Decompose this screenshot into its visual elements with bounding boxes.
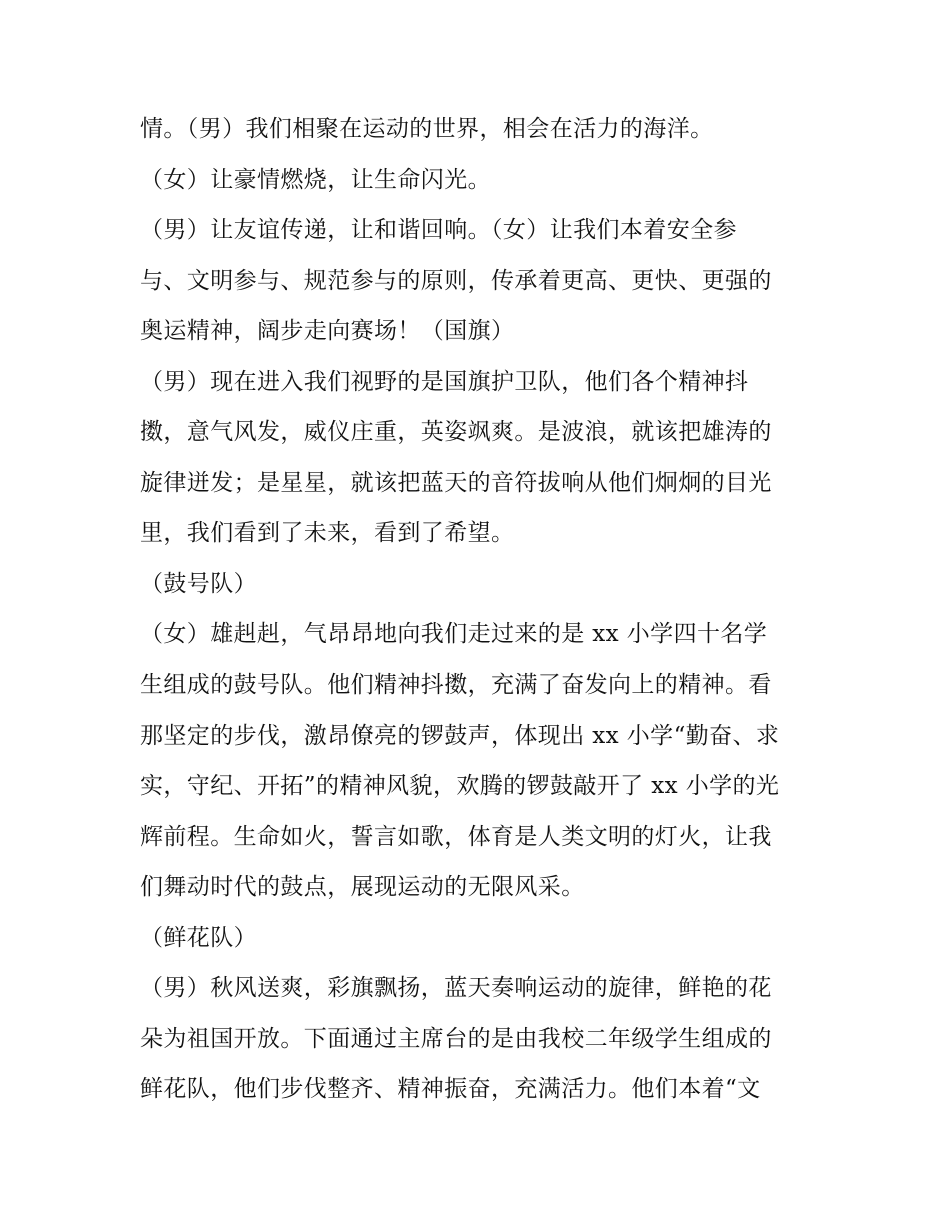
text-line: （男）让友谊传递，让和谐回响。（女）让我们本着安全参: [140, 217, 737, 243]
text-line: （女）雄赳赳，气昂昂地向我们走过来的是 xx 小学四十名学: [140, 621, 768, 647]
text-line: 朵为祖国开放。下面通过主席台的是由我校二年级学生组成的: [140, 1026, 772, 1052]
text-line: 与、文明参与、规范参与的原则，传承着更高、更快、更强的: [140, 268, 772, 294]
text-line: 辉前程。生命如火，誓言如歌，体育是人类文明的灯火，让我: [140, 824, 772, 850]
text-line: （鲜花队）: [140, 925, 257, 951]
text-line: 生组成的鼓号队。他们精神抖擞，充满了奋发向上的精神。看: [140, 672, 772, 698]
text-line: 擞，意气风发，威仪庄重，英姿飒爽。是波浪，就该把雄涛的: [140, 419, 772, 445]
text-line: （鼓号队）: [140, 571, 257, 597]
text-line: 那坚定的步伐，激昂僚亮的锣鼓声，体现出 xx 小学“勤奋、求: [140, 723, 780, 749]
text-line: 里，我们看到了未来，看到了希望。: [140, 520, 515, 546]
text-line: 情。（男）我们相聚在运动的世界，相会在活力的海洋。: [140, 116, 714, 142]
text-line: 实，守纪、开拓”的精神风貌，欢腾的锣鼓敲开了 xx 小学的光: [140, 773, 780, 799]
text-line: （女）让豪情燃烧，让生命闪光。: [140, 167, 491, 193]
text-line: 鲜花队，他们步伐整齐、精神振奋，充满活力。他们本着“文: [140, 1076, 761, 1102]
text-line: （男）秋风送爽，彩旗飘扬，蓝天奏响运动的旋律，鲜艳的花: [140, 975, 772, 1001]
text-line: 旋律迸发；是星星，就该把蓝天的音符拔响从他们炯炯的目光: [140, 470, 772, 496]
text-line: 们舞动时代的鼓点，展现运动的无限风采。: [140, 874, 585, 900]
text-line: 奥运精神，阔步走向赛场！（国旗）: [140, 318, 515, 344]
text-line: （男）现在进入我们视野的是国旗护卫队，他们各个精神抖: [140, 369, 749, 395]
